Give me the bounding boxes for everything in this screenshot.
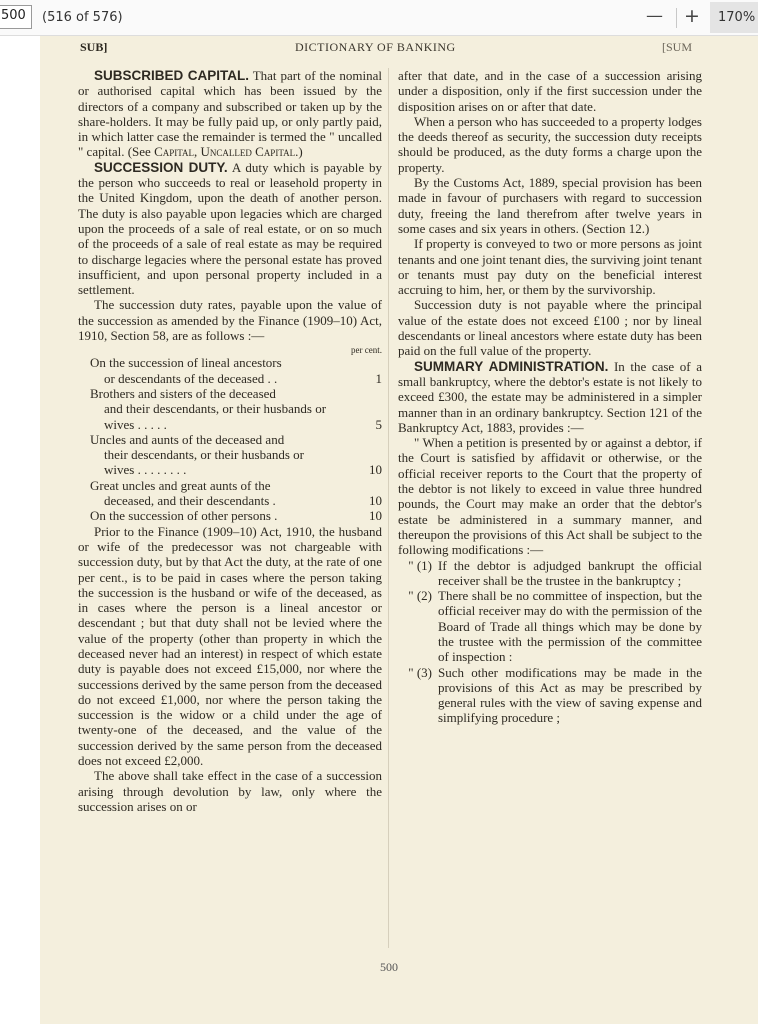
continuation-paragraph: after that date, and in the case of a succession arising under a disposition, only if the first succession under the disposition arises on or after that date.	[398, 68, 702, 114]
rate-description: On the succession of lineal ancestors or descendants of the deceased . .	[90, 355, 282, 386]
rate-value: 1	[375, 370, 382, 386]
toolbar-divider	[676, 8, 677, 28]
modification-text: If the debtor is adjudged bankrupt the official receiver shall be the trustee in the bankruptcy ;	[438, 557, 702, 588]
entry-text: In the case of a small bankruptcy, where the debtor's estate is not likely to exceed £300, the estate may be administered in a simpler manner than in an ordinary bankruptcy. Section 121 of the Bankruptcy Act, 1883, provides :—	[398, 358, 702, 435]
page-number-input[interactable]: 500	[0, 5, 32, 29]
rate-value: 10	[369, 508, 382, 524]
customs-paragraph: By the Customs Act, 1889, special provision has been made in favour of purchasers with regard to succession duty, freeing the land therefrom after twelve years in some cases and six years in others. (Section 12.)	[398, 175, 702, 236]
entry-subscribed-capital	[78, 68, 382, 160]
entry-summary-administration	[398, 359, 702, 435]
running-head-title: DICTIONARY OF BANKING	[295, 40, 456, 54]
modification-number: " (3)	[408, 664, 432, 680]
document-page	[40, 36, 758, 1024]
effect-paragraph: The above shall take effect in the case of a succession arising through devolution by law, only where the succession arises on or	[78, 768, 382, 814]
closing-paren: )	[298, 144, 303, 160]
modification-text: Such other modifications may be made in the provisions of this Act as may be prescribed by general rules with the view of saving expense and simplifying procedure ;	[438, 664, 702, 726]
see-reference: Capital, Uncalled Capital.	[154, 144, 299, 160]
modification-item	[398, 588, 702, 664]
headword: SUBSCRIBED CAPITAL.	[94, 68, 249, 83]
rate-description: Great uncles and great aunts of the deceased, and their descendants .	[90, 477, 276, 509]
right-column	[398, 68, 702, 726]
rate-row	[78, 355, 382, 386]
quotation-paragraph: " When a petition is presented by or against a debtor, if the Court is satisfied by affidavit or otherwise, or the official receiver reports to the Court that the property of the debtor is not likely to exceed in value three hundred pounds, the Court may make an order that the debtor's estate be administered in a summary manner, and thereupon the provisions of this Act shall be subject to the following modifications :—	[398, 435, 702, 558]
joint-tenants-paragraph: If property is conveyed to two or more persons as joint tenants and one joint tenant dies, the surviving joint tenant or tenants must pay duty on the beneficial interest accruing to him, her, or them by the survivorship.	[398, 236, 702, 298]
rate-value: 10	[369, 462, 382, 478]
headword: SUCCESSION DUTY.	[94, 159, 228, 175]
rates-intro: The succession duty rates, payable upon the value of the succession as amended by the Finance (1909–10) Act, 1910, Section 58, are as follows :—	[78, 297, 382, 344]
security-paragraph: When a person who has succeeded to a property lodges the deeds thereof as security, the succession duty receipts should be produced, as the duty forms a charge upon the property.	[398, 113, 702, 175]
page-count-label: (516 of 576)	[42, 10, 123, 25]
running-head-left: SUB]	[80, 40, 108, 54]
running-head-right: [SUM	[662, 40, 693, 54]
column-rule	[388, 68, 389, 948]
rate-row	[78, 478, 382, 509]
prior-paragraph: Prior to the Finance (1909–10) Act, 1910, the husband or wife of the predecessor was not chargeable with succession duty, but by that Act the duty, at the rate of one per cent., is to be paid in cases where the person taking the succession is the husband or wife of the deceased, as in cases where the person is a lineal ancestor or descendant ; but that duty shall not be levied where the value of the property (other than property in which the deceased never had an interest) in respect of which estate duty is payable does not exceed £15,000, nor where the successions derived by the same person from the deceased do not exceed £1,000, nor where the person taking the succession is the widow or a child under the age of twenty-one of the deceased, and the value of the succession derived by the same person from the deceased does not exceed £2,000.	[78, 523, 382, 769]
zoom-in-button[interactable]: +	[684, 5, 700, 27]
entry-text: A duty which is payable by the person who succeeds to real or leasehold property in the United Kingdom, upon the death of another person. The duty is also payable upon legacies which are charged upon the proceeds of a sale of real estate, or on so much of the proceeds of a sale of real estate as may be required to discharge legacies where the personal estate has proved insufficient, and upon personal property included in a settlement.	[78, 159, 382, 298]
rate-value: 5	[375, 416, 382, 432]
rates-unit-label: per cent.	[351, 345, 382, 356]
modification-item	[398, 558, 702, 589]
page-folio: 500	[380, 960, 398, 974]
zoom-out-button[interactable]: —	[646, 6, 663, 26]
rate-row	[78, 432, 382, 478]
rate-row	[78, 508, 382, 523]
rate-value: 10	[369, 493, 382, 509]
rate-row	[78, 386, 382, 432]
not-payable-paragraph: Succession duty is not payable where the principal value of the estate does not exceed £100 ; nor by lineal descendants or lineal ancestors where estate duty has been paid on the full value of the property.	[398, 297, 702, 359]
modification-item	[398, 665, 702, 726]
headword: SUMMARY ADMINISTRATION.	[414, 358, 609, 374]
rate-description: Uncles and aunts of the deceased and their descendants, or their husbands or wives . . . . . . . .	[90, 431, 305, 478]
viewer-toolbar	[0, 0, 758, 36]
modification-text: There shall be no committee of inspection, but the official receiver may do with the permission of the Board of Trade all things which may be done by the trustee with the permission of the committee of inspection :	[438, 588, 702, 665]
modification-number: " (2)	[408, 588, 432, 604]
zoom-level-button[interactable]: 170%	[710, 2, 758, 33]
left-column	[78, 68, 382, 814]
entry-succession-duty	[78, 160, 382, 298]
rate-description: On the succession of other persons .	[90, 508, 278, 524]
rate-description: Brothers and sisters of the deceased and their descendants, or their husbands or wives . . . . .	[90, 385, 327, 432]
entry-text: That part of the nominal or authorised capital which has been issued by the directors of a company and subscribed or taken up by the share-holders. It may be fully paid up, or only partly paid, in which latter case the remainder is termed the " uncalled " capital. (See	[78, 68, 382, 160]
modification-number: " (1)	[408, 557, 432, 573]
